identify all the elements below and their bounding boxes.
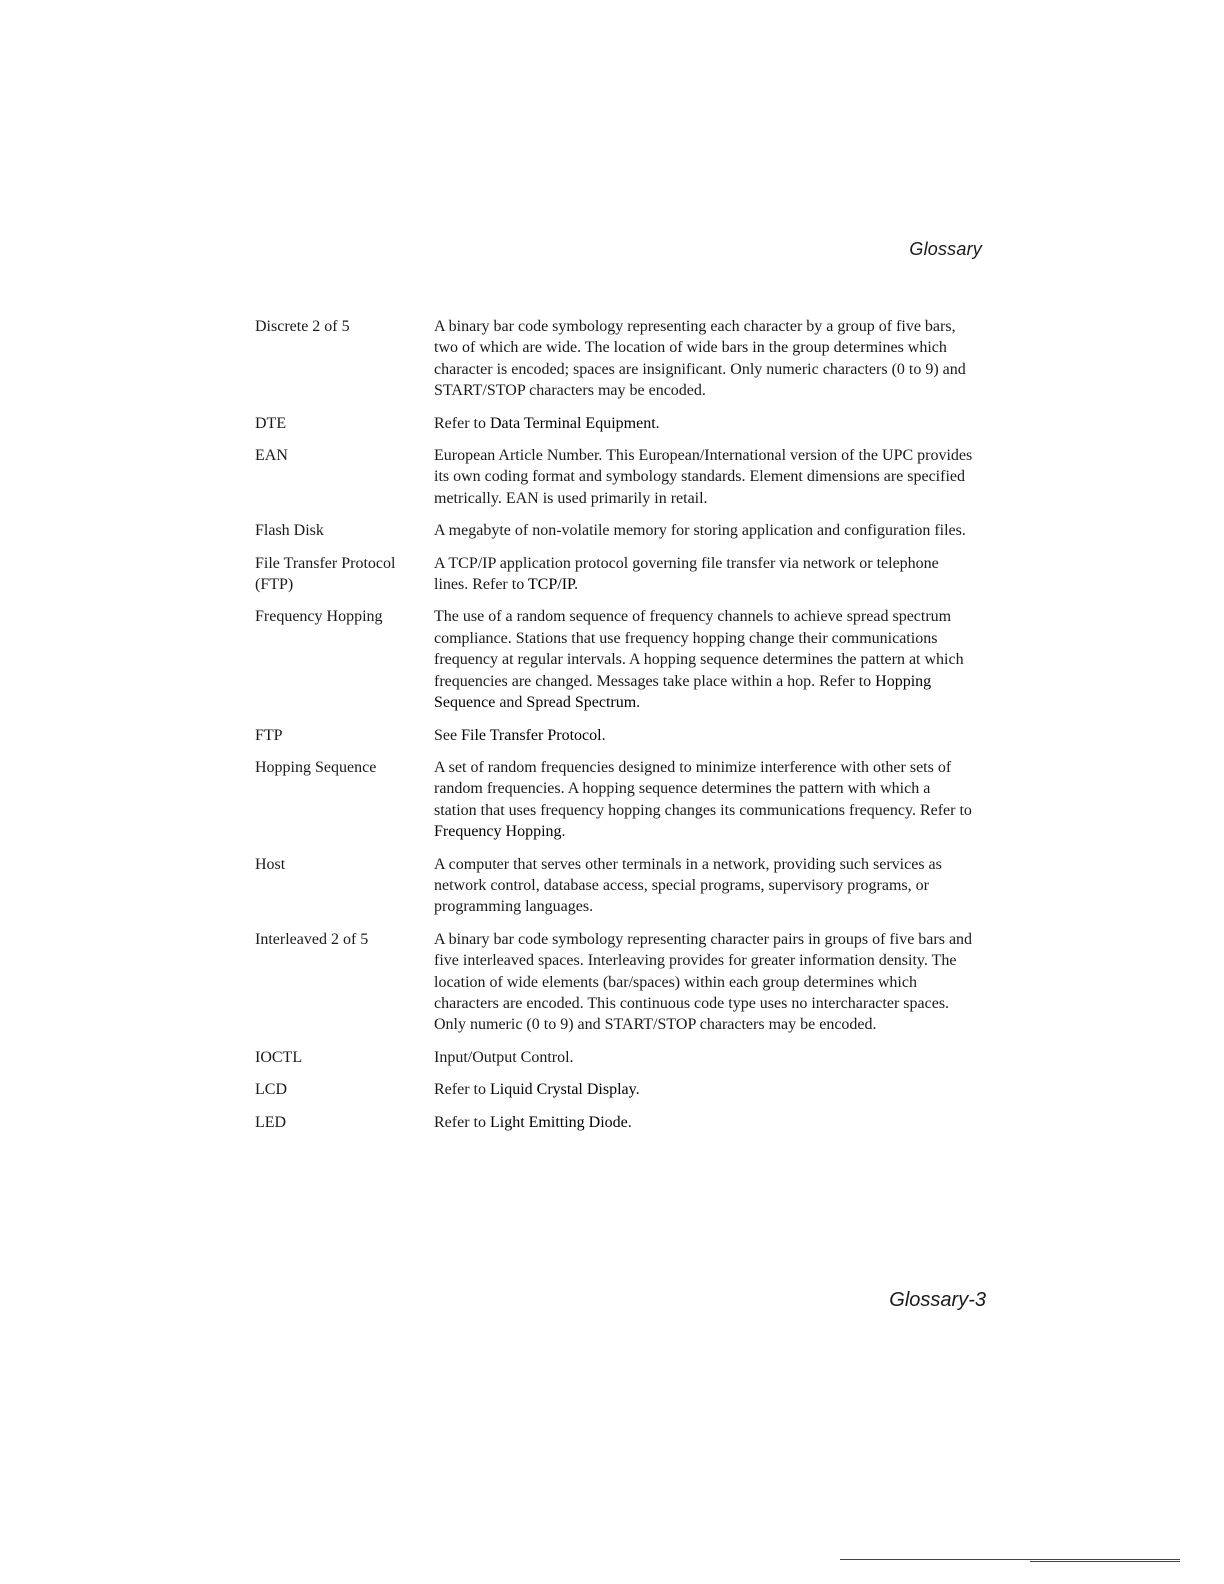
glossary-definition [434,1112,975,1133]
cross-reference: TCP/IP [527,576,575,594]
cross-reference: Hopping Sequence [434,672,932,712]
page-number: Glossary-3 [889,1289,986,1311]
cross-reference: Data Terminal Equipment [489,414,656,432]
glossary-entry [255,553,975,596]
glossary-definition [434,606,975,713]
glossary-term: IOCTL [255,1048,303,1066]
glossary-definition: European Article Number. This European/International version of the UPC provides its own coding format and symbology standards. Element dimensions are specified metrically. EAN is used primarily in retail. [434,447,973,507]
glossary-definition [434,725,975,746]
glossary-entry [255,725,975,746]
definition-text: Refer to [434,414,490,432]
definition-text: Refer to [434,1113,490,1131]
glossary-definition: A megabyte of non-volatile memory for storing application and configuration files. [434,522,966,540]
definition-text: A TCP/IP application protocol governing file transfer via network or telephone lines. Refer to [434,554,939,594]
glossary-definition [434,1079,975,1100]
definition-text: and [495,694,527,712]
definition-text: See [434,726,462,744]
glossary-term: DTE [255,414,287,432]
glossary-term: File Transfer Protocol (FTP) [255,554,396,594]
glossary-entry [255,316,975,402]
glossary-term: FTP [255,726,283,744]
glossary-entry [255,854,975,918]
running-header: Glossary [909,239,982,259]
cross-reference: Spread Spectrum [526,694,637,712]
glossary-term: LED [255,1113,287,1131]
glossary-entry [255,1047,975,1068]
glossary-definition: A binary bar code symbology representing character pairs in groups of five bars and five interleaved spaces. Interleaving provides for greater information density. The location of wide elements (bar/spaces) within each group determines which characters are encoded. This continuous code type uses no intercharacter spaces. Only numeric (0 to 9) and START/STOP characters may be encoded. [434,930,973,1034]
glossary-entry [255,757,975,843]
definition-text: . [601,726,606,744]
scan-edge-line [840,1559,1180,1560]
cross-reference: Liquid Crystal Display [489,1081,636,1099]
glossary-definition [434,413,975,434]
glossary-definition [434,553,975,596]
cross-reference: File Transfer Protocol [461,726,602,744]
glossary-term: Host [255,855,286,873]
glossary-definition: Input/Output Control. [434,1048,574,1066]
glossary-definition: A binary bar code symbology representing each character by a group of five bars, two of which are wide. The location of wide bars in the group determines which character is encoded; spaces are insignificant. Only numeric characters (0 to 9) and START/STOP characters may be encoded. [434,318,966,400]
definition-text: The use of a random sequence of frequency channels to achieve spread spectrum compliance. Stations that use frequency hopping change their communications frequency at regular intervals. A hopping sequence determines the pattern at which frequencies are changed. Messages take place within a hop. Refer to [434,608,964,690]
glossary-term: Hopping Sequence [255,758,377,776]
glossary-entry [255,1112,975,1133]
definition-text: . [636,694,641,712]
glossary-term: Frequency Hopping [255,608,383,626]
definition-text: . [574,576,579,594]
glossary-term: Flash Disk [255,522,324,540]
glossary-entry [255,413,975,434]
glossary-entry [255,520,975,541]
definition-text: . [561,823,566,841]
glossary-list [255,316,975,1144]
glossary-entry [255,445,975,509]
glossary-entry [255,929,975,1036]
glossary-entry [255,1079,975,1100]
scan-edge-line [1030,1561,1180,1562]
glossary-definition: A computer that serves other terminals in a network, providing such services as network control, database access, special programs, supervisory programs, or programming languages. [434,855,942,916]
definition-text: . [655,414,660,432]
glossary-term: Interleaved 2 of 5 [255,930,369,948]
definition-text: . [627,1113,632,1131]
cross-reference: Light Emitting Diode [489,1113,628,1131]
glossary-term: Discrete 2 of 5 [255,318,350,335]
definition-text: A set of random frequencies designed to minimize interference with other sets of random frequencies. A hopping sequence determines the pattern with which a station that uses frequency hopping changes its communications frequency. Refer to [434,758,972,819]
definition-text: . [635,1081,640,1099]
glossary-term: LCD [255,1081,287,1099]
glossary-definition [434,757,975,843]
glossary-term: EAN [255,447,288,465]
glossary-entry [255,606,975,713]
cross-reference: Frequency Hopping [434,823,562,841]
definition-text: Refer to [434,1081,490,1099]
